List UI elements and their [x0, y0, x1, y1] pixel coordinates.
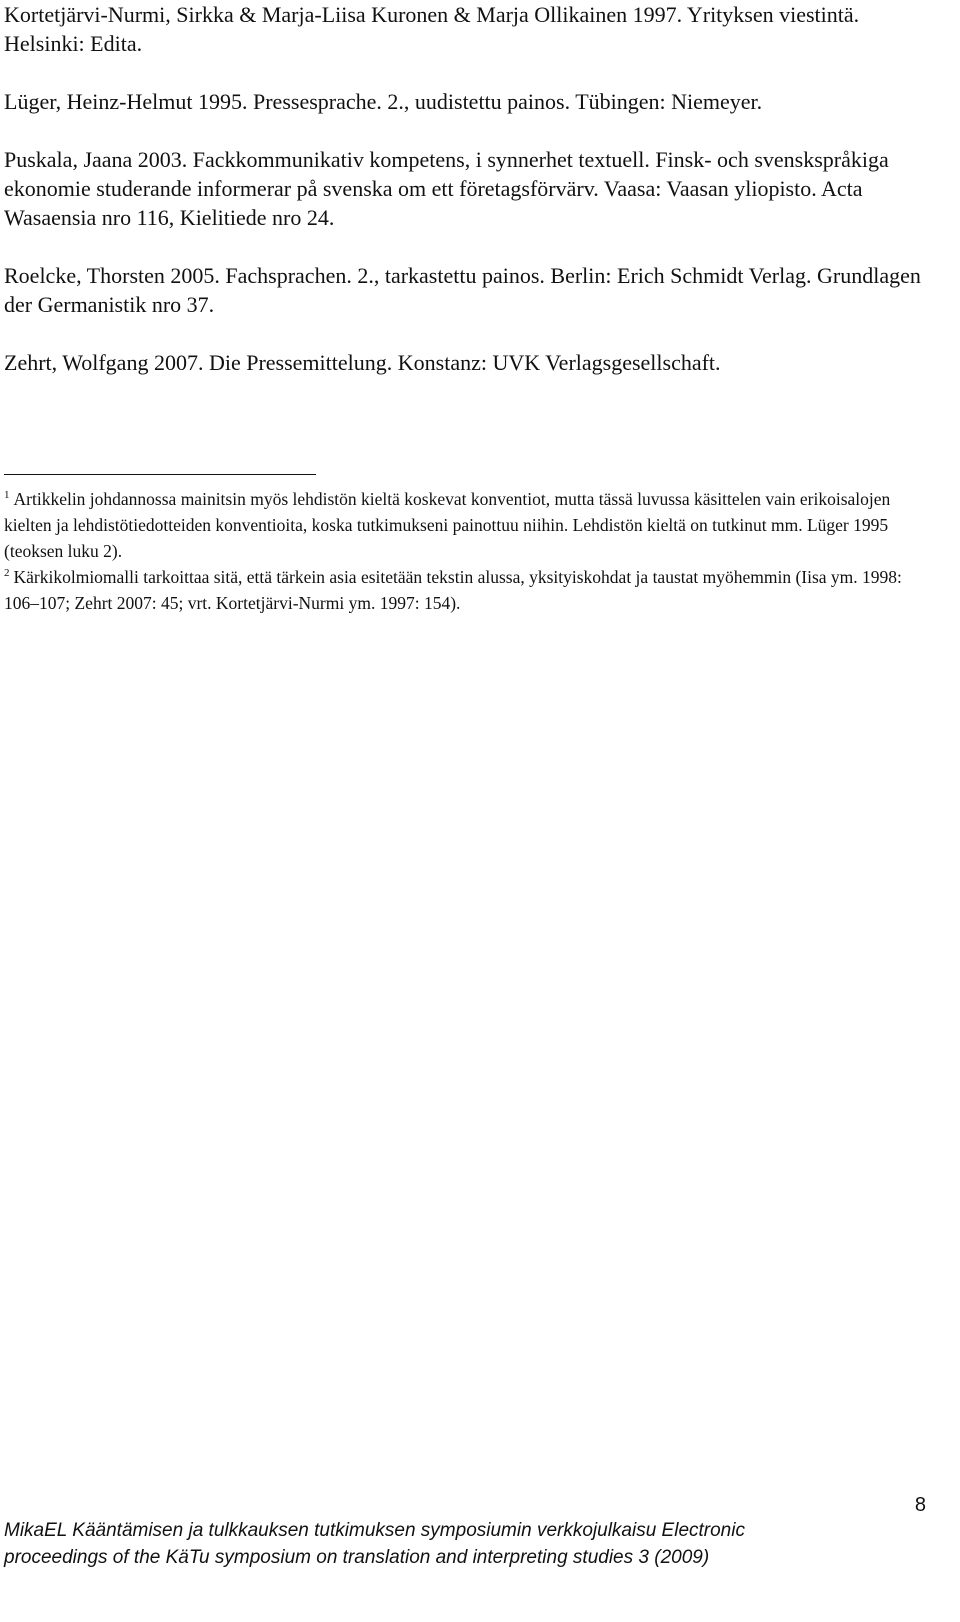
footnote-list	[4, 486, 934, 616]
reference-entry: Lüger, Heinz-Helmut 1995. Pressesprache. 2., uudistettu painos. Tübingen: Niemeyer.	[4, 89, 763, 114]
footer-line: proceedings of the KäTu symposium on translation and interpreting studies 3 (2009)	[4, 1547, 710, 1568]
reference-entry: Roelcke, Thorsten 2005. Fachsprachen. 2., tarkastettu painos. Berlin: Erich Schmidt Verlag. Grundlagen der Germanistik nro 37.	[4, 263, 921, 317]
footnote-separator	[4, 474, 316, 475]
running-footer	[4, 1517, 904, 1571]
reference-entry: Zehrt, Wolfgang 2007. Die Pressemittelung. Konstanz: UVK Verlagsgesellschaft.	[4, 350, 721, 375]
reference-entry: Puskala, Jaana 2003. Fackkommunikativ kompetens, i synnerhet textuell. Finsk- och svenskspråkiga ekonomie studerande informerar på svenska om ett företagsförvärv. Vaasa: Vaasan yliopisto. Acta Wasaensia nro 116, Kielitiede nro 24.	[4, 147, 889, 230]
reference-list	[4, 0, 924, 406]
page-number: 8	[914, 1494, 926, 1516]
footnote	[4, 564, 934, 616]
footnote-text: Artikkelin johdannossa mainitsin myös lehdistön kieltä koskevat konventiot, mutta tässä luvussa käsittelen vain erikoisalojen kielten ja lehdistötiedotteiden konventioita, koska tutkimukseni painottuu niihin. Lehdistön kieltä on tutkinut mm. Lüger 1995 (teoksen luku 2).	[4, 489, 891, 561]
footnote	[4, 486, 934, 564]
footnote-marker: 2	[4, 567, 10, 579]
reference-entry: Kortetjärvi-Nurmi, Sirkka & Marja-Liisa Kuronen & Marja Ollikainen 1997. Yrityksen viestintä. Helsinki: Edita.	[4, 2, 860, 56]
footnote-text: Kärkikolmiomalli tarkoittaa sitä, että tärkein asia esitetään tekstin alussa, yksityiskohdat ja taustat myöhemmin (Iisa ym. 1998: 106–107; Zehrt 2007: 45; vrt. Kortetjärvi-Nurmi ym. 1997: 154).	[4, 567, 902, 613]
footnote-marker: 1	[4, 489, 10, 501]
footer-line: MikaEL Kääntämisen ja tulkkauksen tutkimuksen symposiumin verkkojulkaisu Electronic	[4, 1520, 745, 1541]
